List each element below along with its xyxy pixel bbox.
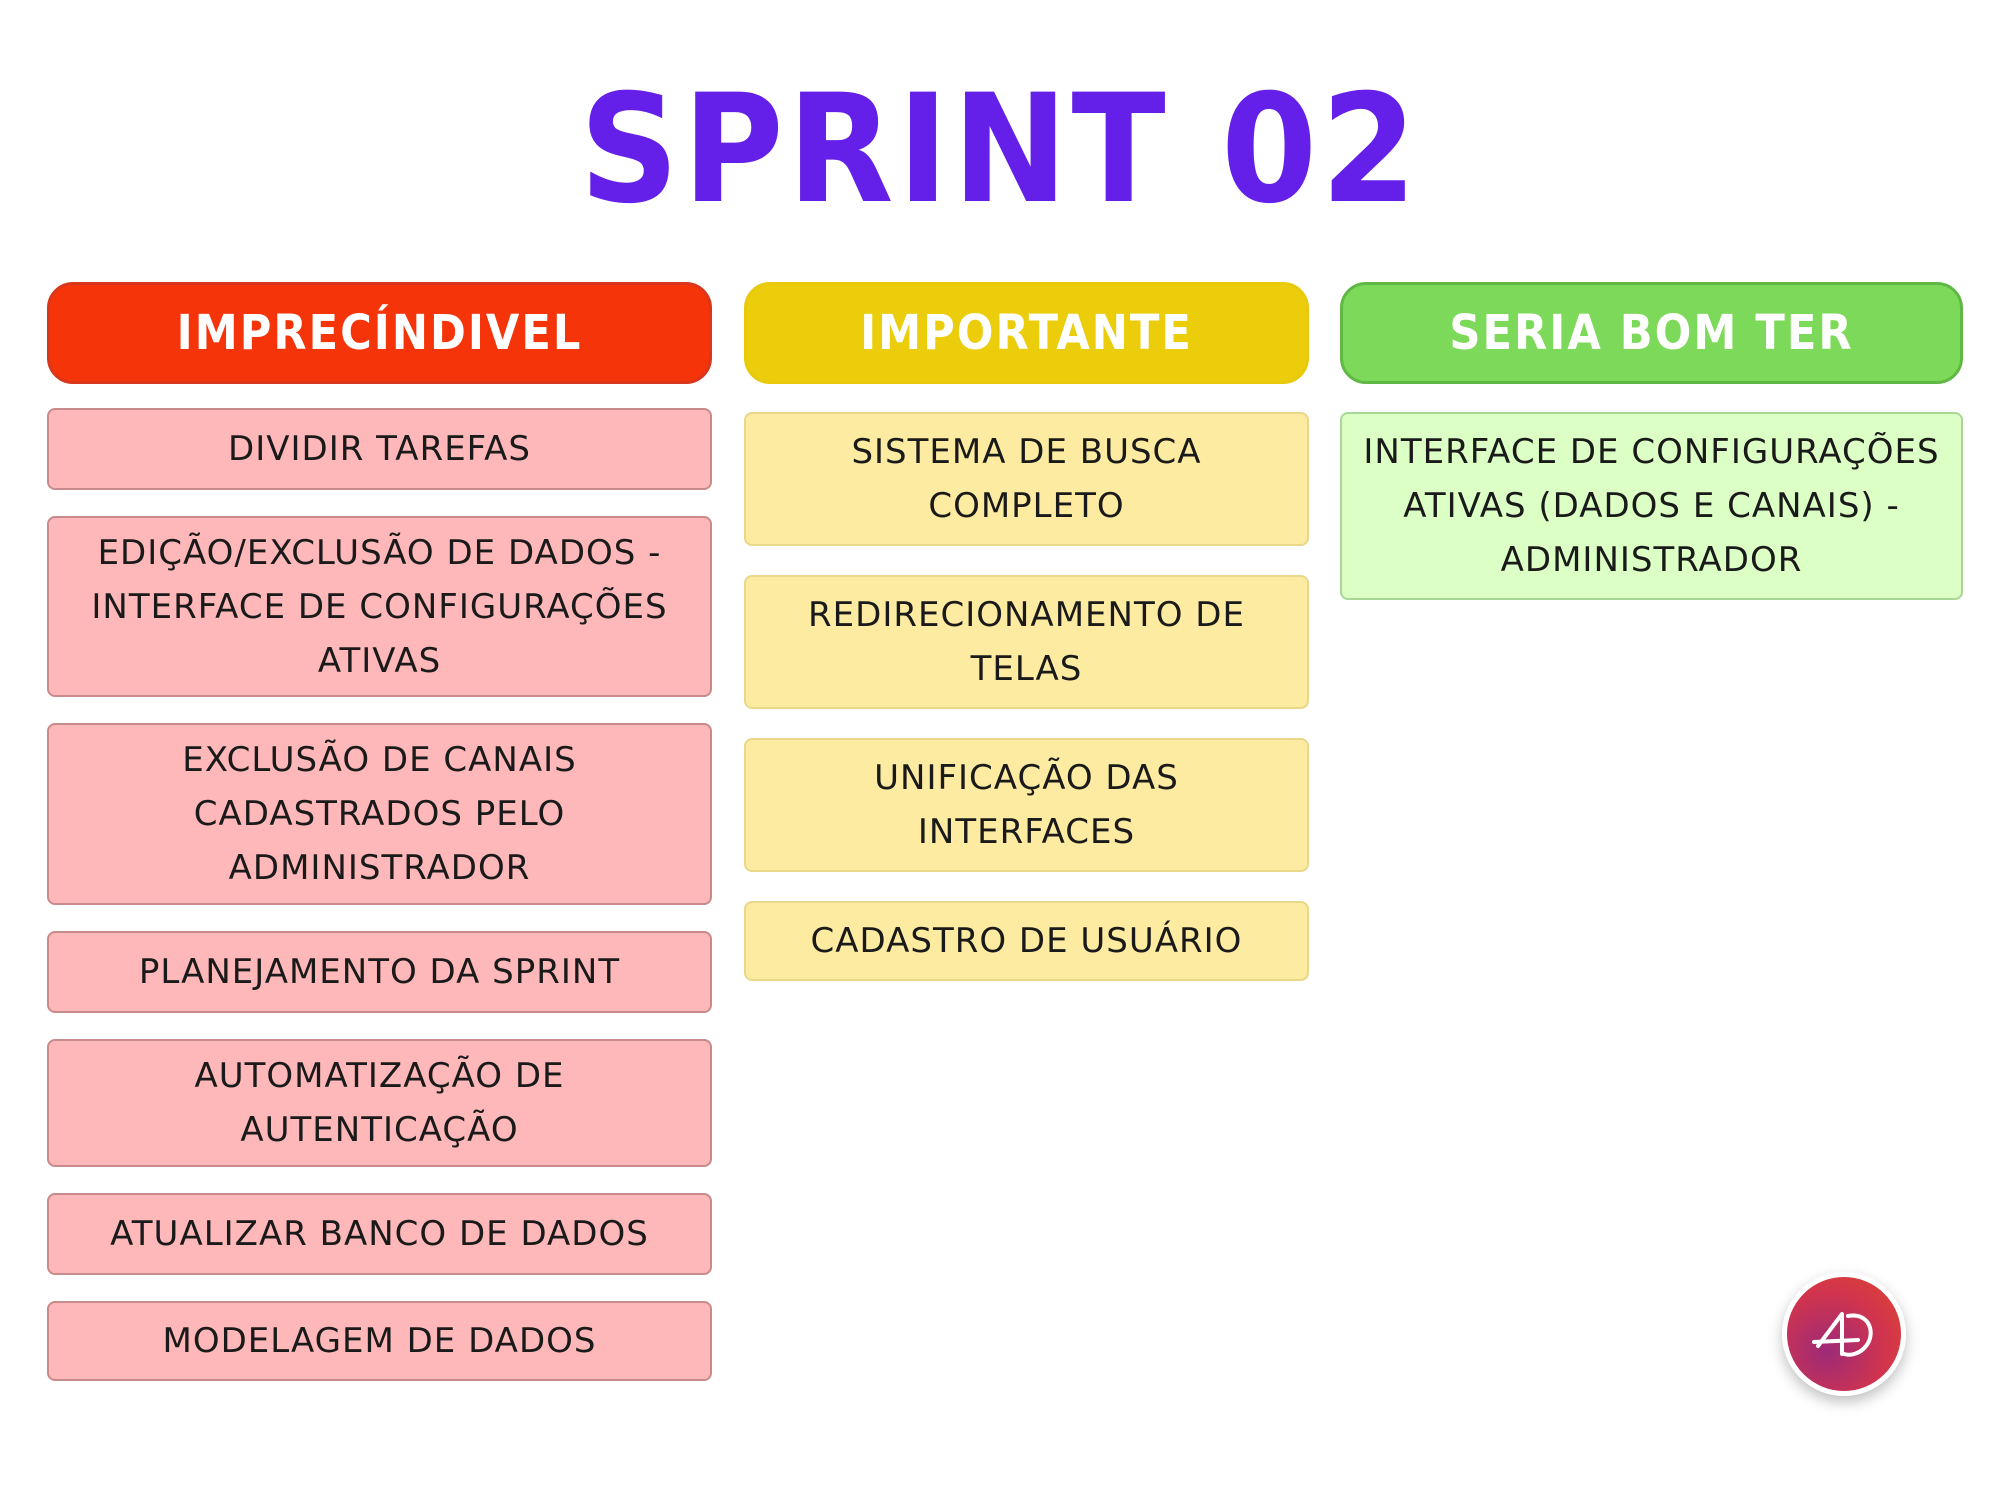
task-card: AUTOMATIZAÇÃO DE AUTENTICAÇÃO [47, 1039, 712, 1167]
card-list-seria-bom-ter [1340, 412, 1963, 600]
task-card: INTERFACE DE CONFIGURAÇÕES ATIVAS (DADOS E CANAIS) - ADMINISTRADOR [1340, 412, 1963, 600]
column-header-imprecindivel: IMPRECÍNDIVEL [47, 282, 712, 384]
column-importante [744, 282, 1309, 1010]
card-list-importante [744, 412, 1309, 1010]
card-list-imprecindivel [47, 408, 712, 1407]
page-title: SPRINT 02 [579, 63, 1421, 237]
task-card: CADASTRO DE USUÁRIO [744, 901, 1309, 981]
column-seria-bom-ter [1340, 282, 1963, 600]
column-imprecindivel [47, 282, 712, 1407]
4d-logo-glyph [1804, 1294, 1884, 1374]
4d-logo-icon [1782, 1272, 1906, 1396]
task-card: MODELAGEM DE DADOS [47, 1301, 712, 1381]
task-card: SISTEMA DE BUSCA COMPLETO [744, 412, 1309, 546]
task-card: PLANEJAMENTO DA SPRINT [47, 931, 712, 1013]
task-card: DIVIDIR TAREFAS [47, 408, 712, 490]
task-card: EXCLUSÃO DE CANAIS CADASTRADOS PELO ADMINISTRADOR [47, 723, 712, 905]
task-card: EDIÇÃO/EXCLUSÃO DE DADOS - INTERFACE DE CONFIGURAÇÕES ATIVAS [47, 516, 712, 697]
task-card: UNIFICAÇÃO DAS INTERFACES [744, 738, 1309, 872]
task-card: REDIRECIONAMENTO DE TELAS [744, 575, 1309, 709]
task-card: ATUALIZAR BANCO DE DADOS [47, 1193, 712, 1275]
column-header-seria-bom-ter: SERIA BOM TER [1340, 282, 1963, 384]
column-header-importante: IMPORTANTE [744, 282, 1309, 384]
